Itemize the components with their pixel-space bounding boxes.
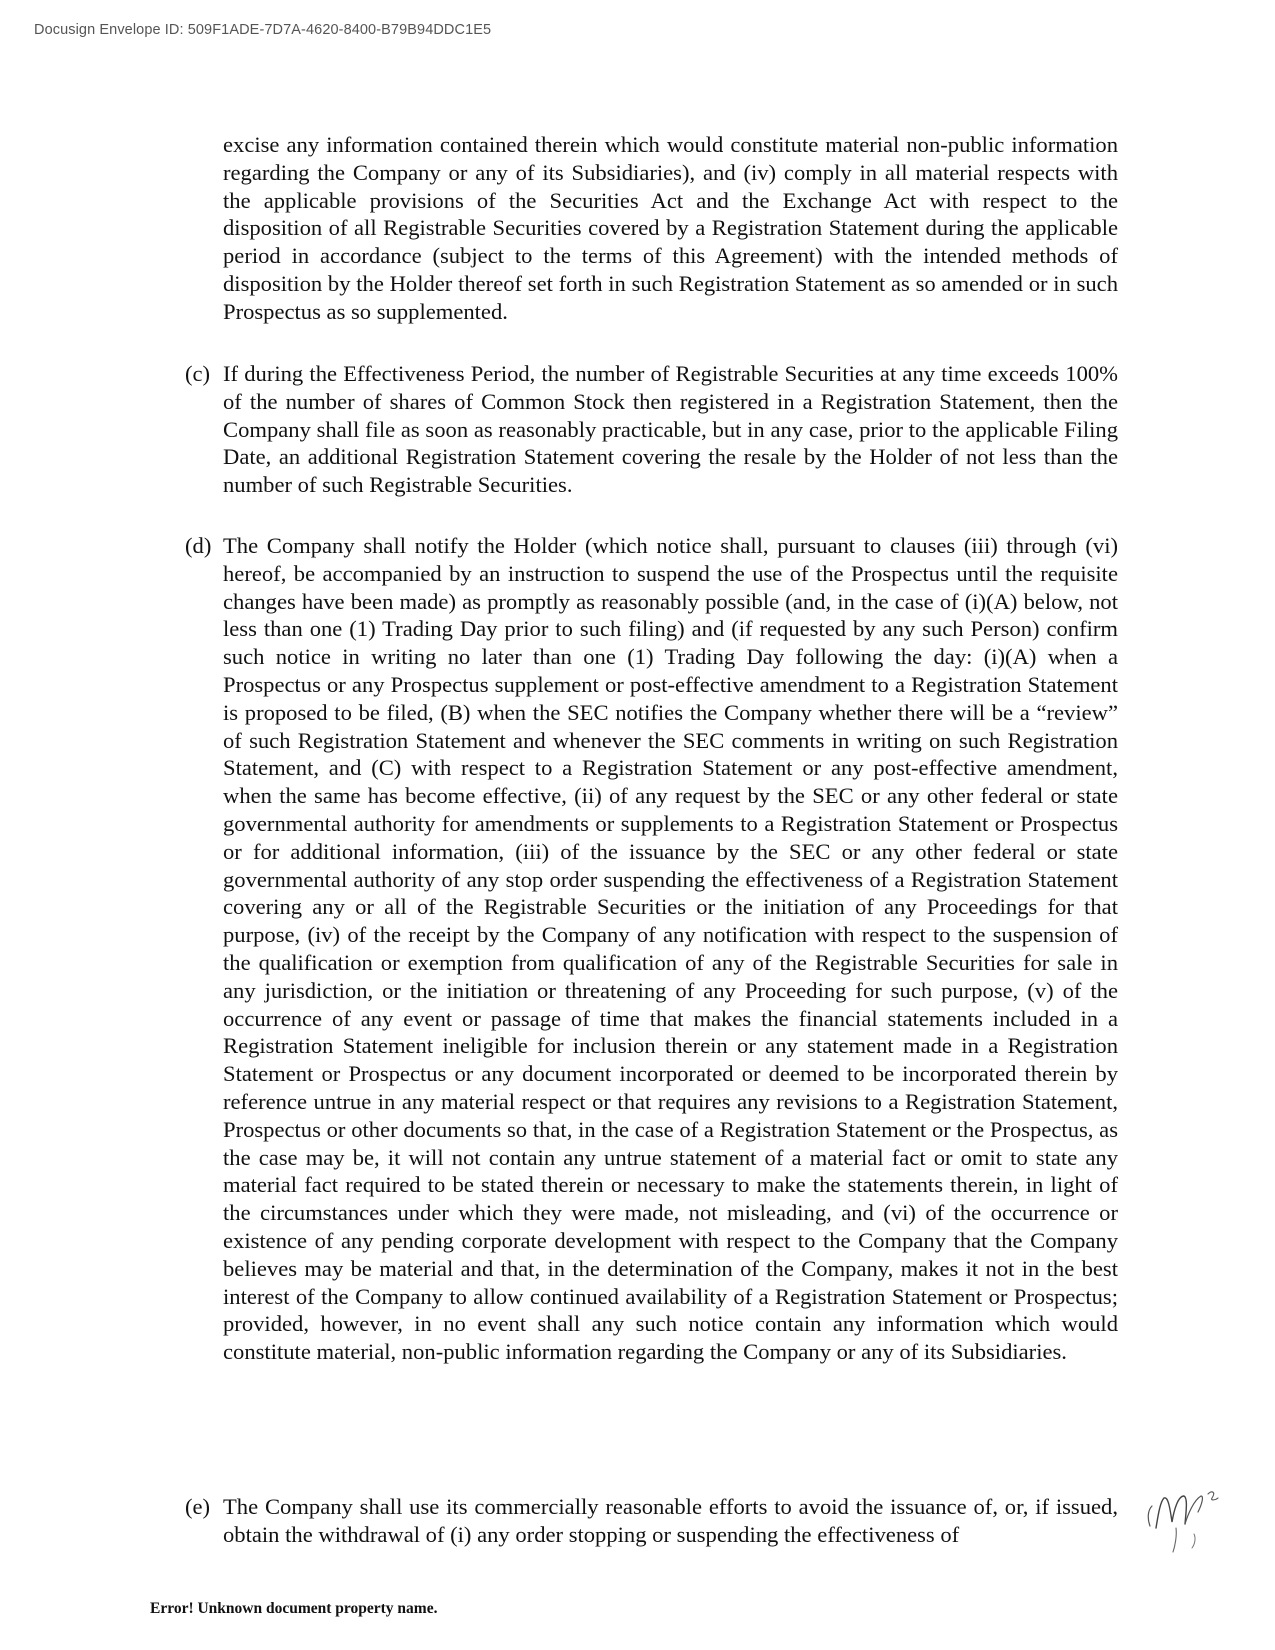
clause-e: [185, 1493, 1118, 1549]
envelope-id: Docusign Envelope ID: 509F1ADE-7D7A-4620-8400-B79B94DDC1E5: [34, 22, 492, 38]
clause-c-text: If during the Effectiveness Period, the number of Registrable Securities at any time exceeds 100% of the number of shares of Common Stock then registered in a Registration Statement, then the Company shall file as soon as reasonably practicable, but in any case, prior to the applicable Filing Date, an additional Registration Statement covering the resale by the Holder of not less than the number of such Registrable Securities.: [223, 361, 1118, 498]
clause-e-marker: (e): [185, 1494, 211, 1519]
continuation-paragraph: excise any information contained therein which would constitute material non-public information regarding the Company or any of its Subsidiaries), and (iv) comply in all material respects with the applicable provisions of the Securities Act and the Exchange Act with respect to the disposition of all Registrable Securities covered by a Registration Statement during the applicable period in accordance (subject to the terms of this Agreement) with the intended methods of disposition by the Holder thereof set forth in such Registration Statement as so amended or in such Prospectus as so supplemented.: [223, 132, 1118, 324]
clause-d: [185, 532, 1118, 1366]
clause-d-text: The Company shall notify the Holder (which notice shall, pursuant to clauses (iii) through (vi) hereof, be accompanied by an instruction to suspend the use of the Prospectus until the requisite changes have been made) as promptly as reasonably possible (and, in the case of (i)(A) below, not less than one (1) Trading Day prior to such filing) and (if requested by any such Person) confirm such notice in writing no later than one (1) Trading Day following the day: (i)(A) when a Prospectus or any Prospectus supplement or post-effective amendment to a Registration Statement is proposed to be filed, (B) when the SEC notifies the Company whether there will be a “review” of such Registration Statement and whenever the SEC comments in writing on such Registration Statement, and (C) with respect to a Registration Statement or any post-effective amendment, when the same has become effective, (ii) of any request by the SEC or any other federal or state governmental authority for amendments or supplements to a Registration Statement or Prospectus or for additional information, (iii) of the issuance by the SEC or any other federal or state governmental authority of any stop order suspending the effectiveness of a Registration Statement covering any or all of the Registrable Securities or the initiation of any Proceedings for that purpose, (iv) of the receipt by the Company of any notification with respect to the suspension of the qualification or exemption from qualification of any of the Registrable Securities for sale in any jurisdiction, or the initiation or threatening of any Proceeding for such purpose, (v) of the occurrence of any event or passage of time that makes the financial statements included in a Registration Statement ineligible for inclusion therein or any statement made in a Registration Statement or Prospectus or any document incorporated or deemed to be incorporated therein by reference untrue in any material respect or that requires any revisions to a Registration Statement, Prospectus or other documents so that, in the case of a Registration Statement or the Prospectus, as the case may be, it will not contain any untrue statement of a material fact or omit to state any material fact required to be stated therein or necessary to make the statements therein, in light of the circumstances under which they were made, not misleading, and (vi) of the occurrence or existence of any pending corporate development with respect to the Company that the Company believes may be material and that, in the determination of the Company, makes it not in the best interest of the Company to allow continued availability of a Registration Statement or Prospectus; provided, however, in no event shall any such notice contain any information which would constitute material, non-public information regarding the Company or any of its Subsidiaries.: [223, 533, 1118, 1365]
footer-error-text: Error! Unknown document property name.: [150, 1600, 438, 1617]
clause-c-marker: (c): [185, 361, 211, 386]
clause-e-text: The Company shall use its commercially reasonable efforts to avoid the issuance of, or, if issued, obtain the withdrawal of (i) any order stopping or suspending the effectiveness of: [223, 1494, 1118, 1547]
handwritten-initials-icon: [1146, 1488, 1234, 1558]
clause-d-marker: (d): [185, 533, 212, 558]
clause-c: [185, 360, 1118, 499]
